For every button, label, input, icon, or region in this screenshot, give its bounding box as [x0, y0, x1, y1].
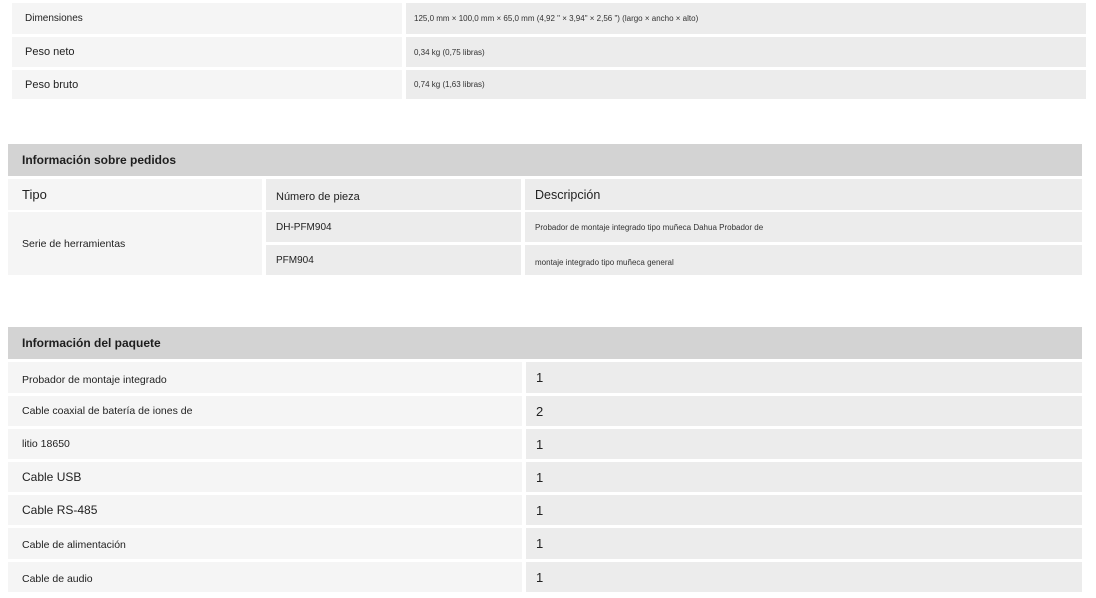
package-qty-7: 1: [526, 562, 1082, 592]
package-item-2: Cable coaxial de batería de iones de: [8, 396, 522, 426]
ordering-part-1: DH-PFM904: [266, 212, 521, 242]
package-item-6: Cable de alimentación: [8, 528, 522, 559]
package-qty-1: 1: [526, 362, 1082, 393]
spec-label-dimensions: Dimensiones: [12, 3, 402, 34]
package-item-1: Probador de montaje integrado: [8, 362, 522, 393]
spec-value-dimensions: 125,0 mm × 100,0 mm × 65,0 mm (4,92 " × 3,94" × 2,56 ") (largo × ancho × alto): [406, 3, 1086, 34]
spec-label-gross-weight: Peso bruto: [12, 70, 402, 99]
ordering-title: Información sobre pedidos: [8, 144, 1082, 176]
package-qty-6: 1: [526, 528, 1082, 559]
package-qty-4: 1: [526, 462, 1082, 492]
package-item-3: litio 18650: [8, 429, 522, 459]
ordering-desc-1: Probador de montaje integrado tipo muñeca Dahua Probador de: [525, 212, 1082, 242]
spec-value-net-weight: 0,34 kg (0,75 libras): [406, 37, 1086, 67]
ordering-desc-2: montaje integrado tipo muñeca general: [525, 245, 1082, 275]
package-title: Información del paquete: [8, 327, 1082, 359]
package-item-4: Cable USB: [8, 462, 522, 492]
spec-label-net-weight: Peso neto: [12, 37, 402, 67]
package-item-5: Cable RS-485: [8, 495, 522, 525]
spec-value-gross-weight: 0,74 kg (1,63 libras): [406, 70, 1086, 99]
ordering-type-value: Serie de herramientas: [8, 212, 262, 275]
package-qty-2: 2: [526, 396, 1082, 426]
package-qty-5: 1: [526, 495, 1082, 525]
ordering-header-part: Número de pieza: [266, 179, 521, 210]
ordering-header-desc: Descripción: [525, 179, 1082, 210]
ordering-header-type: Tipo: [8, 179, 262, 210]
package-item-7: Cable de audio: [8, 562, 522, 592]
package-qty-3: 1: [526, 429, 1082, 459]
ordering-part-2: PFM904: [266, 245, 521, 275]
